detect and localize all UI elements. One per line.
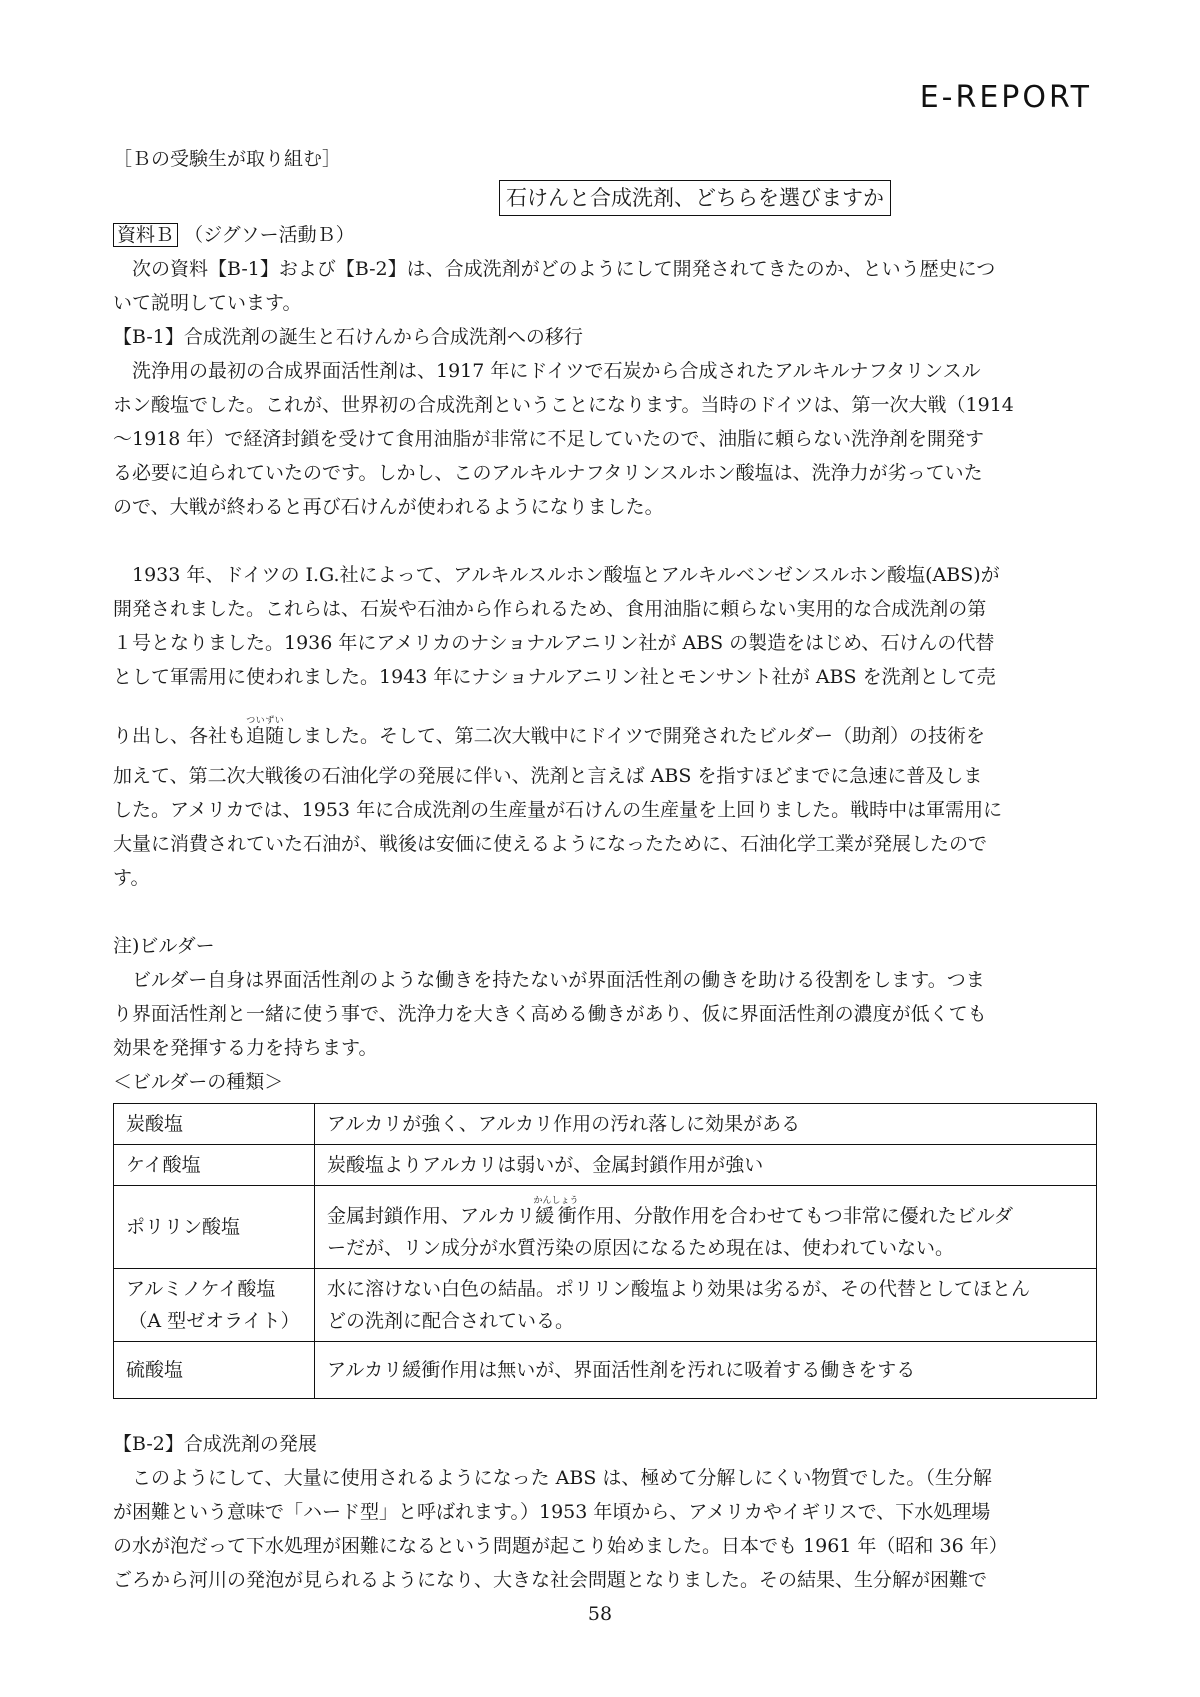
ruby-word (533, 1196, 579, 1227)
table-row (114, 1186, 1097, 1269)
note-line: ビルダー自身は界面活性剤のような働きを持たないが界面活性剤の働きを助ける役割をします。つま (132, 969, 985, 991)
b1-para1-line: ～1918 年）で経済封鎖を受けて食用油脂が非常に不足していたので、油脂に頼らない洗浄剤を開発す (113, 428, 985, 450)
material-label: 資料Ｂ (113, 223, 178, 247)
section-heading-b2: 【B-2】合成洗剤の発展 (113, 1433, 317, 1455)
b1-para1-line: る必要に迫られていたのです。しかし、このアルキルナフタリンスルホン酸塩は、洗浄力が劣っていた (113, 462, 983, 484)
b1-para1-line: ホン酸塩でした。これが、世界初の合成洗剤ということになります。当時のドイツは、第一次大戦（1914 (113, 394, 1014, 416)
builder-desc-line: 水に溶けない白色の結晶。ポリリン酸塩より効果は劣るが、その代替としてほとん (327, 1278, 1031, 1300)
report-brand: E-REPORT (919, 80, 1092, 115)
builder-desc (315, 1186, 1097, 1269)
builder-name: ケイ酸塩 (114, 1145, 315, 1186)
builder-name-sub: （A 型ゼオライト） (128, 1310, 300, 1332)
b1-para3-line: した。アメリカでは、1953 年に合成洗剤の生産量が石けんの生産量を上回りました。戦時中は軍需用に (113, 799, 1003, 821)
builder-desc: 炭酸塩よりアルカリは弱いが、金属封鎖作用が強い (315, 1145, 1097, 1186)
builder-name: 硫酸塩 (114, 1342, 315, 1399)
builder-name: ポリリン酸塩 (114, 1186, 315, 1269)
table-row (114, 1342, 1097, 1399)
builders-table (113, 1103, 1097, 1399)
note-line: 効果を発揮する力を持ちます。 (113, 1037, 378, 1059)
ruby-line-before: り出し、各社も (113, 725, 247, 747)
b1-para3-line: す。 (113, 867, 150, 889)
title-row (113, 180, 1097, 216)
table-row (114, 1145, 1097, 1186)
b1-para2-line: 1933 年、ドイツの I.G.社によって、アルキルスルホン酸塩とアルキルベンゼンスルホン酸塩(ABS)が (132, 564, 1000, 586)
table-caption: ＜ビルダーの種類＞ (113, 1071, 284, 1093)
builder-desc: アルカリが強く、アルカリ作用の汚れ落しに効果がある (315, 1104, 1097, 1145)
b1-para3-line: 大量に消費されていた石油が、戦後は安価に使えるようになったために、石油化学工業が発展したので (113, 833, 988, 855)
b2-line: が困難という意味で「ハード型」と呼ばれます。）1953 年頃から、アメリカやイギリスで、下水処理場 (113, 1501, 991, 1523)
page-number: 58 (587, 1603, 613, 1625)
table-row (114, 1269, 1097, 1342)
ruby-line-after: しました。そして、第二次大戦中にドイツで開発されたビルダー（助剤）の技術を (284, 725, 985, 747)
page-title: 石けんと合成洗剤、どちらを選びますか (499, 180, 891, 216)
b2-line: このようにして、大量に使用されるようになった ABS は、極めて分解しにくい物質でした。（生分解 (132, 1467, 992, 1489)
b1-para2-line: として軍需用に使われました。1943 年にナショナルアニリン社とモンサント社が ABS を洗剤として売 (113, 666, 996, 688)
b1-para1-line: ので、大戦が終わると再び石けんが使われるようになりました。 (113, 496, 664, 518)
table-row (114, 1104, 1097, 1145)
builder-desc-line: ーだが、リン成分が水質汚染の原因になるため現在は、使われていない。 (327, 1237, 955, 1259)
builder-desc (315, 1269, 1097, 1342)
b1-para3-line: 加えて、第二次大戦後の石油化学の発展に伴い、洗剤と言えば ABS を指すほどまでに急速に普及しま (113, 765, 983, 787)
page-content (113, 142, 1097, 1597)
section-heading-b1: 【B-1】合成洗剤の誕生と石けんから合成洗剤への移行 (113, 326, 583, 348)
builder-desc-line (327, 1196, 1084, 1232)
note-heading: 注)ビルダー (113, 935, 215, 957)
material-sub: （ジグソー活動Ｂ） (184, 224, 355, 246)
ruby-reading: ついずい (246, 716, 285, 726)
ruby-reading: かんしょう (533, 1196, 579, 1206)
builder-name-cell (114, 1269, 315, 1342)
b1-para2-line: １号となりました。1936 年にアメリカのナショナルアニリン社が ABS の製造をはじめ、石けんの代替 (113, 632, 995, 654)
builder-name: 炭酸塩 (114, 1104, 315, 1145)
ruby-base: 追随 (246, 725, 285, 747)
b1-ruby-line (113, 716, 1097, 753)
b2-line: の水が泡だって下水処理が困難になるという問題が起こり始めました。日本でも 1961 年（昭和 36 年） (113, 1535, 1008, 1557)
ruby-base: 緩衝 (533, 1205, 579, 1227)
material-line (113, 218, 1097, 252)
ruby-word (246, 716, 285, 747)
intro-line: 次の資料【B-1】および【B-2】は、合成洗剤がどのようにして開発されてきたのか、という歴史につ (132, 258, 996, 280)
desc-before: 金属封鎖作用、アルカリ (327, 1205, 536, 1227)
b1-para2-line: 開発されました。これらは、石炭や石油から作られるため、食用油脂に頼らない実用的な合成洗剤の第 (113, 598, 987, 620)
note-line: り界面活性剤と一緒に使う事で、洗浄力を大きく高める働きがあり、仮に界面活性剤の濃度が低くても (113, 1003, 987, 1025)
intro-line: いて説明しています。 (113, 292, 302, 314)
desc-after: 作用、分散作用を合わせてもつ非常に優れたビルダ (576, 1205, 1014, 1227)
builder-desc-line: どの洗剤に配合されている。 (327, 1310, 575, 1332)
builder-desc: アルカリ緩衝作用は無いが、界面活性剤を汚れに吸着する働きをする (315, 1342, 1097, 1399)
b1-para1-line: 洗浄用の最初の合成界面活性剤は、1917 年にドイツで石炭から合成されたアルキルナフタリンスル (132, 360, 981, 382)
b2-line: ごろから河川の発泡が見られるようになり、大きな社会問題となりました。その結果、生分解が困難で (113, 1569, 988, 1591)
target-note: ［Ｂの受験生が取り組む］ (113, 148, 342, 170)
builder-name: アルミノケイ酸塩 (126, 1278, 276, 1300)
